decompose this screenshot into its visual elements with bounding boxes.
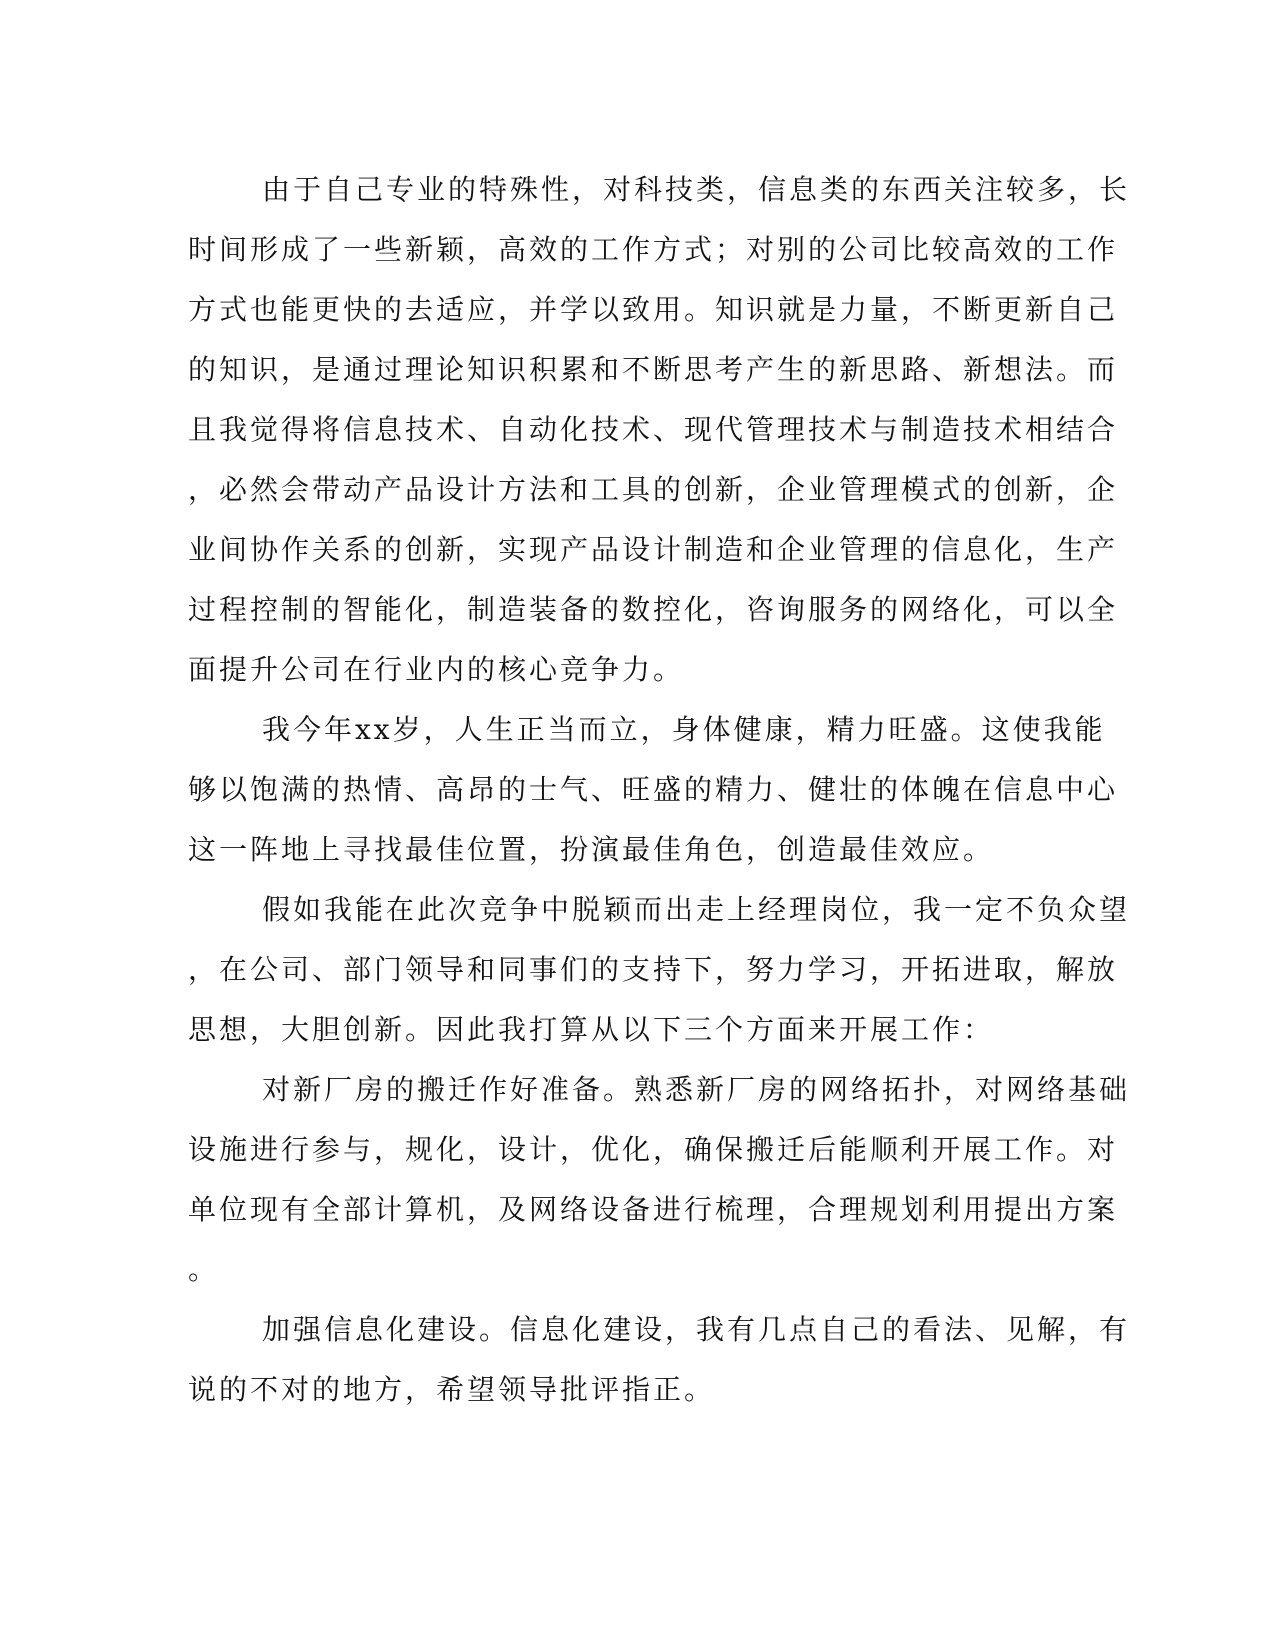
paragraph-line: 过程控制的智能化，制造装备的数控化，咨询服务的网络化，可以全 <box>188 593 1119 626</box>
paragraph-3 <box>188 880 1131 1060</box>
paragraph-2 <box>188 700 1119 880</box>
paragraph-line: 的知识，是通过理论知识积累和不断思考产生的新思路、新想法。而 <box>188 353 1119 386</box>
paragraph-line: 业间协作关系的创新，实现产品设计制造和企业管理的信息化，生产 <box>188 533 1119 566</box>
paragraph-line: 。 <box>188 1253 220 1286</box>
paragraph-line: 这一阵地上寻找最佳位置，扮演最佳角色，创造最佳效应。 <box>188 833 995 866</box>
paragraph-line: 对新厂房的搬迁作好准备。熟悉新厂房的网络拓扑，对网络基础 <box>262 1073 1131 1106</box>
paragraph-line: 方式也能更快的去适应，并学以致用。知识就是力量，不断更新自己 <box>188 293 1119 326</box>
paragraph-line: 设施进行参与，规化，设计，优化，确保搬迁后能顺利开展工作。对 <box>188 1133 1119 1166</box>
paragraph-1 <box>188 160 1131 700</box>
paragraph-line: 时间形成了一些新颖，高效的工作方式；对别的公司比较高效的工作 <box>188 233 1119 266</box>
paragraph-line: 我今年xx岁，人生正当而立，身体健康，精力旺盛。这使我能 <box>262 713 1106 746</box>
paragraph-5 <box>188 1300 1131 1420</box>
paragraph-line: ，在公司、部门领导和同事们的支持下，努力学习，开拓进取，解放 <box>188 953 1119 986</box>
paragraph-line: 面提升公司在行业内的核心竞争力。 <box>188 653 685 686</box>
paragraph-line: 且我觉得将信息技术、自动化技术、现代管理技术与制造技术相结合 <box>188 413 1119 446</box>
document-body <box>188 160 1131 1420</box>
paragraph-line: 思想，大胆创新。因此我打算从以下三个方面来开展工作： <box>188 1013 995 1046</box>
paragraph-line: 够以饱满的热情、高昂的士气、旺盛的精力、健壮的体魄在信息中心 <box>188 773 1119 806</box>
paragraph-line: ，必然会带动产品设计方法和工具的创新，企业管理模式的创新，企 <box>188 473 1119 506</box>
paragraph-line: 加强信息化建设。信息化建设，我有几点自己的看法、见解，有 <box>262 1313 1131 1346</box>
paragraph-line: 假如我能在此次竞争中脱颖而出走上经理岗位，我一定不负众望 <box>262 893 1131 926</box>
paragraph-line: 单位现有全部计算机，及网络设备进行梳理，合理规划利用提出方案 <box>188 1193 1119 1226</box>
paragraph-line: 由于自己专业的特殊性，对科技类，信息类的东西关注较多，长 <box>262 173 1131 206</box>
paragraph-4 <box>188 1060 1131 1300</box>
paragraph-line: 说的不对的地方，希望领导批评指正。 <box>188 1373 716 1406</box>
